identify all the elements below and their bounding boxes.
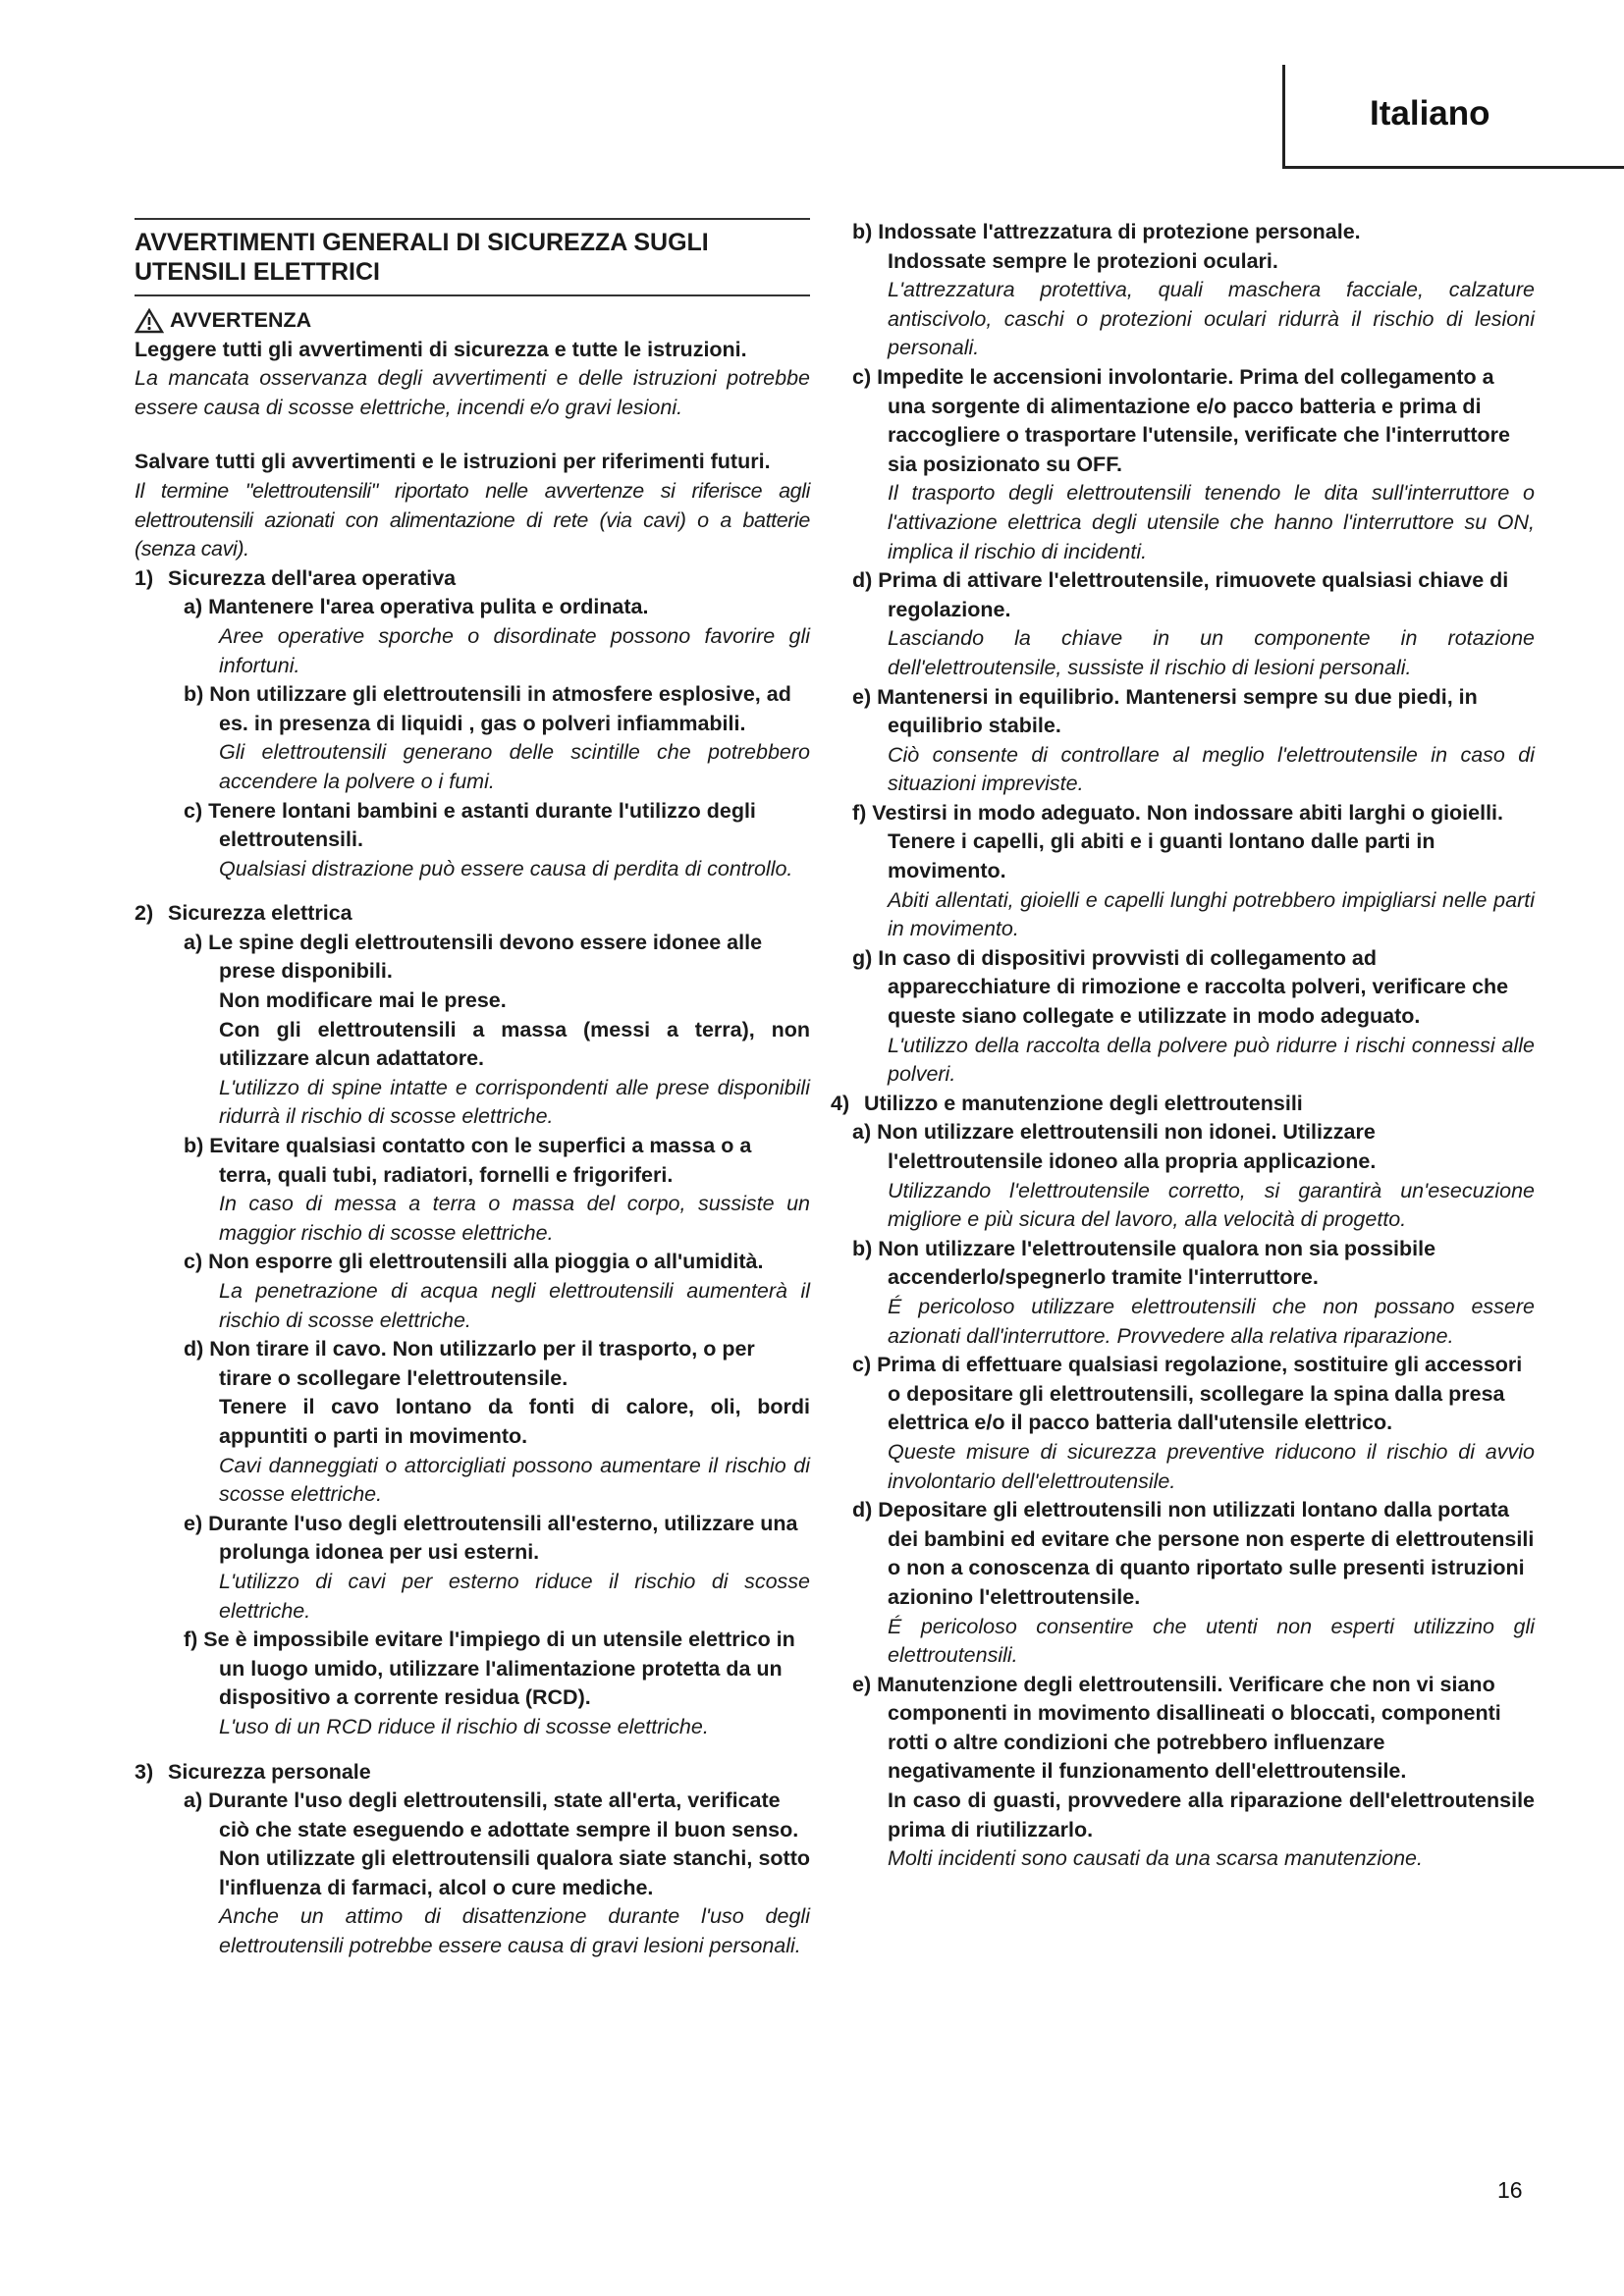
section-1c: c) Tenere lontani bambini e astanti durante l'utilizzo degli elettroutensili. <box>184 798 756 852</box>
section-3b-desc: L'attrezzatura protettiva, quali maschera facciale, calzature antiscivolo, caschi o protezioni oculari ridurrà il rischio di lesioni personali. <box>888 278 1535 360</box>
section-2d-desc: Cavi danneggiati o attorcigliati possono aumentare il rischio di scosse elettriche. <box>219 1453 810 1507</box>
section-1c-desc: Qualsiasi distrazione può essere causa di perdita di controllo. <box>219 856 793 881</box>
section-title: AVVERTIMENTI GENERALI DI SICUREZZA SUGLI UTENSILI ELETTRICI <box>135 218 810 296</box>
term-definition-text: Il termine "elettroutensili" riportato nelle avvertenze si riferisce agli elettroutensili azionati con alimentazione di rete (via cavi) o a batterie (senza cavi). <box>135 478 810 561</box>
left-column <box>135 218 810 1961</box>
section-1-heading: 1) Sicurezza dell'area operativa <box>135 565 457 590</box>
right-column <box>831 218 1535 1874</box>
section-2d-cont: Tenere il cavo lontano da fonti di calore, oli, bordi appuntiti o parti in movimento. <box>219 1395 810 1448</box>
section-4-heading: 4) Utilizzo e manutenzione degli elettroutensili <box>831 1091 1303 1115</box>
section-1a: a) Mantenere l'area operativa pulita e ordinata. <box>184 595 649 619</box>
section-2a: a) Le spine degli elettroutensili devono essere idonee alle prese disponibili. <box>184 930 763 984</box>
section-4c-desc: Queste misure di sicurezza preventive riducono il rischio di avvio involontario dell'elettroutensile. <box>888 1439 1535 1493</box>
section-3a-desc: Anche un attimo di disattenzione durante l'uso degli elettroutensili potrebbe essere causa di gravi lesioni personali. <box>219 1904 810 1958</box>
section-4b-desc: É pericoloso utilizzare elettroutensili che non possano essere azionati dall'interruttore. Provvedere alla relativa riparazione. <box>888 1294 1535 1348</box>
section-3c-desc: Il trasporto degli elettroutensili tenendo le dita sull'interruttore o l'attivazione elettrica degli utensile che hanno l'interruttore su ON, implica il rischio di incidenti. <box>888 481 1535 563</box>
section-3e-desc: Ciò consente di controllare al meglio l'elettroutensile in caso di situazioni impreviste. <box>888 742 1535 796</box>
section-2a-cont2: Con gli elettroutensili a massa (messi a terra), non utilizzare alcun adattatore. <box>219 1017 810 1071</box>
section-3f-desc: Abiti allentati, gioielli e capelli lunghi potrebbero impigliarsi nelle parti in movimento. <box>888 887 1535 941</box>
save-instructions-text: Salvare tutti gli avvertimenti e le istruzioni per riferimenti futuri. <box>135 450 771 474</box>
section-3g: g) In caso di dispositivi provvisti di collegamento ad apparecchiature di rimozione e raccolta polveri, verificare che queste siano collegate e utilizzate in modo adeguato. <box>852 945 1509 1029</box>
section-4b: b) Non utilizzare l'elettroutensile qualora non sia possibile accenderlo/spegnerlo tramite l'interruttore. <box>852 1236 1436 1290</box>
section-2a-cont1: Non modificare mai le prese. <box>219 988 507 1013</box>
section-4e: e) Manutenzione degli elettroutensili. Verificare che non vi siano componenti in movimento disallineati o bloccati, componenti rotti o altre condizioni che potrebbero influenzare negativamente il funzionamento dell'elettroutensile. <box>852 1672 1501 1784</box>
section-4e-desc: Molti incidenti sono causati da una scarsa manutenzione. <box>888 1846 1423 1871</box>
section-2-heading: 2) Sicurezza elettrica <box>135 901 352 926</box>
language-tab <box>1282 65 1624 169</box>
section-3d: d) Prima di attivare l'elettroutensile, rimuovete qualsiasi chiave di regolazione. <box>852 568 1509 621</box>
language-label: Italiano <box>1370 94 1490 133</box>
section-4c: c) Prima di effettuare qualsiasi regolazione, sostituire gli accessori o depositare gli elettroutensili, scollegare la spina dalla presa elettrica e/o il pacco batteria dall'utensile elettrico. <box>852 1353 1523 1435</box>
section-3e: e) Mantenersi in equilibrio. Mantenersi sempre su due piedi, in equilibrio stabile. <box>852 684 1478 738</box>
section-4a: a) Non utilizzare elettroutensili non idonei. Utilizzare l'elettroutensile idoneo alla propria applicazione. <box>852 1120 1377 1173</box>
section-1a-desc: Aree operative sporche o disordinate possono favorire gli infortuni. <box>219 623 810 677</box>
warning-bold-text: Leggere tutti gli avvertimenti di sicurezza e tutte le istruzioni. <box>135 337 747 361</box>
page-number: 16 <box>1497 2177 1523 2203</box>
section-4a-desc: Utilizzando l'elettroutensile corretto, si garantirà un'esecuzione migliore e più sicura del lavoro, alla velocità di progetto. <box>888 1178 1535 1232</box>
section-2f: f) Se è impossibile evitare l'impiego di un utensile elettrico in un luogo umido, utilizzare l'alimentazione protetta da un dispositivo a corrente residua (RCD). <box>184 1628 795 1710</box>
section-4d-desc: É pericoloso consentire che utenti non esperti utilizzino gli elettroutensili. <box>888 1614 1535 1668</box>
section-2e-desc: L'utilizzo di cavi per esterno riduce il rischio di scosse elettriche. <box>219 1569 810 1623</box>
section-2b-desc: In caso di messa a terra o massa del corpo, sussiste un maggior rischio di scosse elettriche. <box>219 1192 810 1245</box>
section-3d-desc: Lasciando la chiave in un componente in rotazione dell'elettroutensile, sussiste il rischio di lesioni personali. <box>888 626 1535 679</box>
section-3g-desc: L'utilizzo della raccolta della polvere può ridurre i rischi connessi alle polveri. <box>888 1033 1535 1087</box>
warning-heading <box>135 306 810 336</box>
section-1b-desc: Gli elettroutensili generano delle scintille che potrebbero accendere la polvere o i fumi. <box>219 740 810 793</box>
section-3b-cont: Indossate sempre le protezioni oculari. <box>888 248 1278 273</box>
section-4d: d) Depositare gli elettroutensili non utilizzati lontano dalla portata dei bambini ed evitare che persone non esperte di elettroutensili o non a conoscenza di quanto riportato sulle presenti istruzioni azionino l'elettroutensile. <box>852 1498 1535 1609</box>
section-3b: b) Indossate l'attrezzatura di protezione personale. <box>852 220 1361 243</box>
section-1b: b) Non utilizzare gli elettroutensili in atmosfere esplosive, ad es. in presenza di liquidi , gas o polveri infiammabili. <box>184 682 791 735</box>
section-2e: e) Durante l'uso degli elettroutensili all'esterno, utilizzare una prolunga idonea per usi esterni. <box>184 1511 798 1565</box>
section-2a-desc: L'utilizzo di spine intatte e corrispondenti alle prese disponibili ridurrà il rischio di scosse elettriche. <box>219 1075 810 1129</box>
section-3c: c) Impedite le accensioni involontarie. Prima del collegamento a una sorgente di alimentazione e/o pacco batteria e prima di raccogliere o trasportare l'utensile, verificate che l'interruttore sia posizionato su OFF. <box>852 364 1510 476</box>
section-2c-desc: La penetrazione di acqua negli elettroutensili aumenterà il rischio di scosse elettriche. <box>219 1279 810 1332</box>
section-2f-desc: L'uso di un RCD riduce il rischio di scosse elettriche. <box>219 1714 709 1738</box>
section-2c: c) Non esporre gli elettroutensili alla pioggia o all'umidità. <box>184 1250 764 1274</box>
section-3a: a) Durante l'uso degli elettroutensili, state all'erta, verificate ciò che state eseguendo e adottate sempre il buon senso. <box>184 1789 799 1842</box>
section-2d: d) Non tirare il cavo. Non utilizzarlo per il trasporto, o per tirare o scollegare l'elettroutensile. <box>184 1337 755 1390</box>
section-2b: b) Evitare qualsiasi contatto con le superfici a massa o a terra, quali tubi, radiatori, fornelli e frigoriferi. <box>184 1134 752 1187</box>
warning-triangle-icon <box>135 308 164 334</box>
warning-label: AVVERTENZA <box>170 308 312 332</box>
section-3-heading: 3) Sicurezza personale <box>135 1759 371 1784</box>
section-3f: f) Vestirsi in modo adeguato. Non indossare abiti larghi o gioielli. Tenere i capelli, gli abiti e i guanti lontano dalle parti in movimento. <box>852 800 1504 883</box>
section-3a-cont: Non utilizzate gli elettroutensili qualora siate stanchi, sotto l'influenza di farmaci, alcol o cure mediche. <box>219 1846 810 1899</box>
warning-italic-text: La mancata osservanza degli avvertimenti e delle istruzioni potrebbe essere causa di scosse elettriche, incendi e/o gravi lesioni. <box>135 366 810 419</box>
section-4e-cont: In caso di guasti, provvedere alla riparazione dell'elettroutensile prima di riutilizzarlo. <box>888 1789 1535 1842</box>
